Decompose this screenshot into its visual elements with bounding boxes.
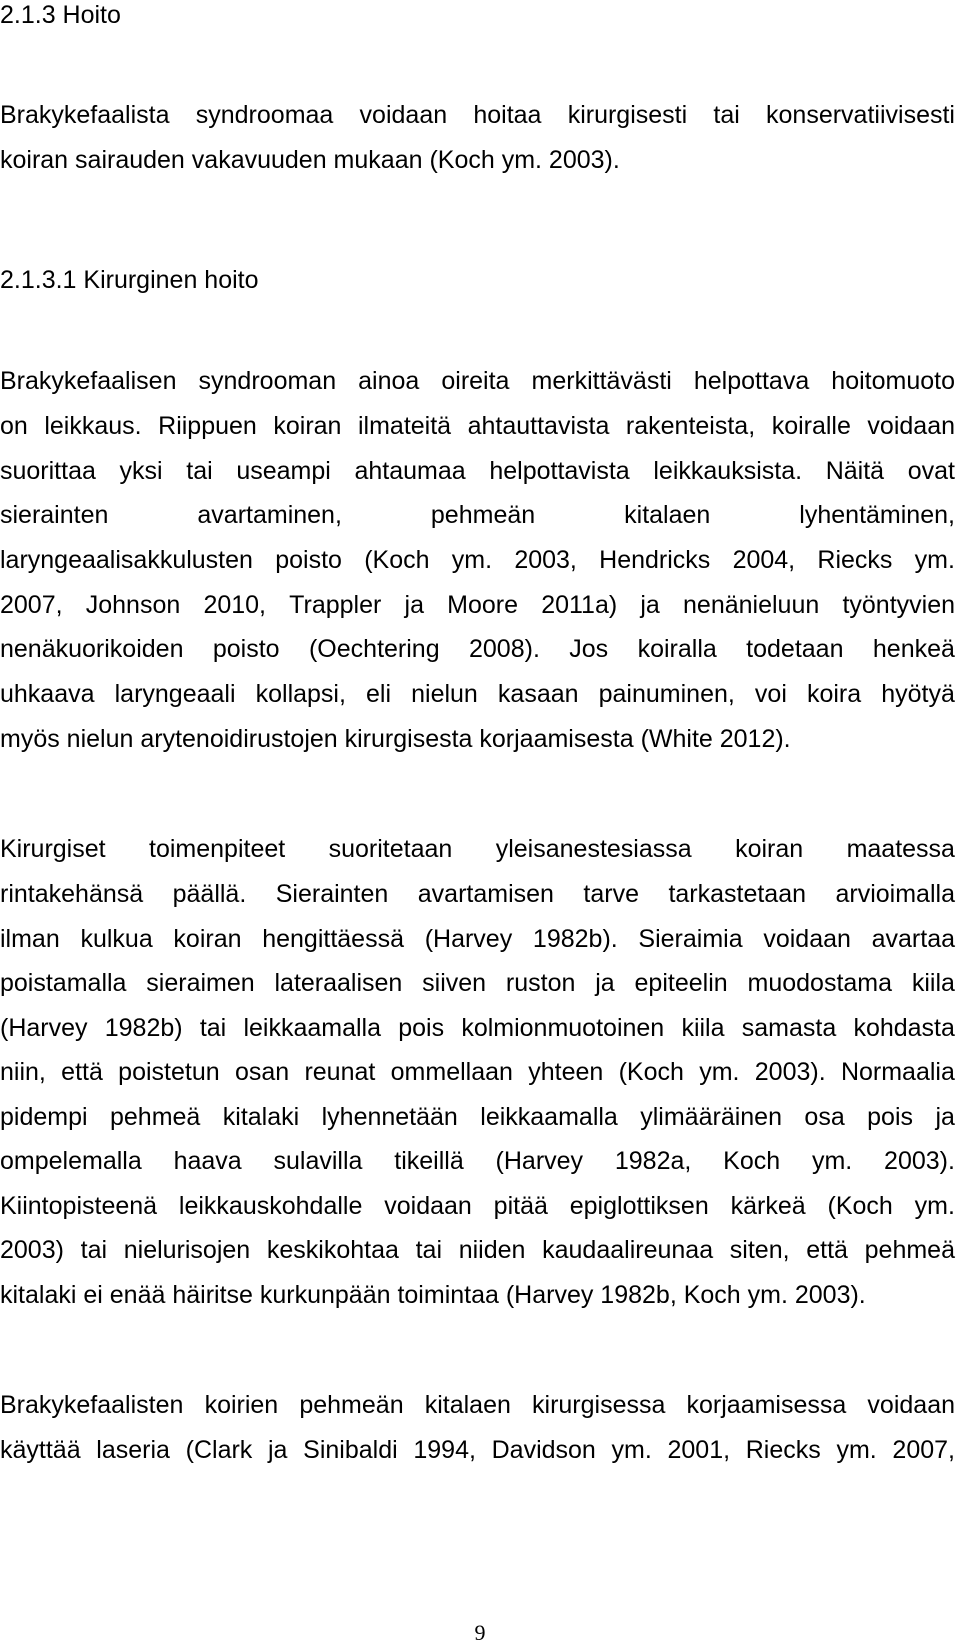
text-line: on leikkaus. Riippuen koiran ilmateitä ahtauttavista rakenteista, koiralle voidaan: [0, 412, 955, 440]
subsection-heading: 2.1.3.1 Kirurginen hoito: [0, 266, 259, 294]
text-line: 2007, Johnson 2010, Trappler ja Moore 2011a) ja nenänieluun työntyvien: [0, 591, 955, 619]
text-line: suorittaa yksi tai useampi ahtaumaa helpottavista leikkauksista. Näitä ovat: [0, 457, 955, 485]
text-line: Brakykefaalisen syndrooman ainoa oireita merkittävästi helpottava hoitomuoto: [0, 367, 955, 395]
text-line: käyttää laseria (Clark ja Sinibaldi 1994, Davidson ym. 2001, Riecks ym. 2007,: [0, 1436, 955, 1464]
text-line: myös nielun arytenoidirustojen kirurgisesta korjaamisesta (White 2012).: [0, 725, 791, 753]
text-line: nenäkuorikoiden poisto (Oechtering 2008). Jos koiralla todetaan henkeä: [0, 635, 955, 663]
text-line: Kiintopisteenä leikkauskohdalle voidaan pitää epiglottiksen kärkeä (Koch ym.: [0, 1192, 955, 1220]
text-line: Brakykefaalisten koirien pehmeän kitalaen kirurgisessa korjaamisessa voidaan: [0, 1391, 955, 1419]
text-line: kitalaki ei enää häiritse kurkunpään toimintaa (Harvey 1982b, Koch ym. 2003).: [0, 1281, 866, 1309]
text-line: sierainten avartaminen, pehmeän kitalaen lyhentäminen,: [0, 501, 955, 529]
text-line: (Harvey 1982b) tai leikkaamalla pois kolmionmuotoinen kiila samasta kohdasta: [0, 1014, 955, 1042]
text-line: laryngeaalisakkulusten poisto (Koch ym. 2003, Hendricks 2004, Riecks ym.: [0, 546, 955, 574]
text-line: ompelemalla haava sulavilla tikeillä (Harvey 1982a, Koch ym. 2003).: [0, 1147, 955, 1175]
section-heading: 2.1.3 Hoito: [0, 1, 121, 29]
text-line: poistamalla sieraimen lateraalisen siiven ruston ja epiteelin muodostama kiila: [0, 969, 955, 997]
text-line: pidempi pehmeä kitalaki lyhennetään leikkaamalla ylimääräinen osa pois ja: [0, 1103, 955, 1131]
text-line: Kirurgiset toimenpiteet suoritetaan yleisanestesiassa koiran maatessa: [0, 835, 955, 863]
text-line: 2003) tai nielurisojen keskikohtaa tai niiden kaudaalireunaa siten, että pehmeä: [0, 1236, 955, 1264]
text-line: ilman kulkua koiran hengittäessä (Harvey 1982b). Sieraimia voidaan avartaa: [0, 925, 955, 953]
text-line: Brakykefaalista syndroomaa voidaan hoitaa kirurgisesti tai konservatiivisesti: [0, 101, 955, 129]
text-line: niin, että poistetun osan reunat ommellaan yhteen (Koch ym. 2003). Normaalia: [0, 1058, 955, 1086]
page-number: 9: [474, 1620, 486, 1645]
text-line: rintakehänsä päällä. Sierainten avartamisen tarve tarkastetaan arvioimalla: [0, 880, 955, 908]
text-line: uhkaava laryngeaali kollapsi, eli nielun kasaan painuminen, voi koira hyötyä: [0, 680, 955, 708]
text-line: koiran sairauden vakavuuden mukaan (Koch ym. 2003).: [0, 146, 620, 174]
